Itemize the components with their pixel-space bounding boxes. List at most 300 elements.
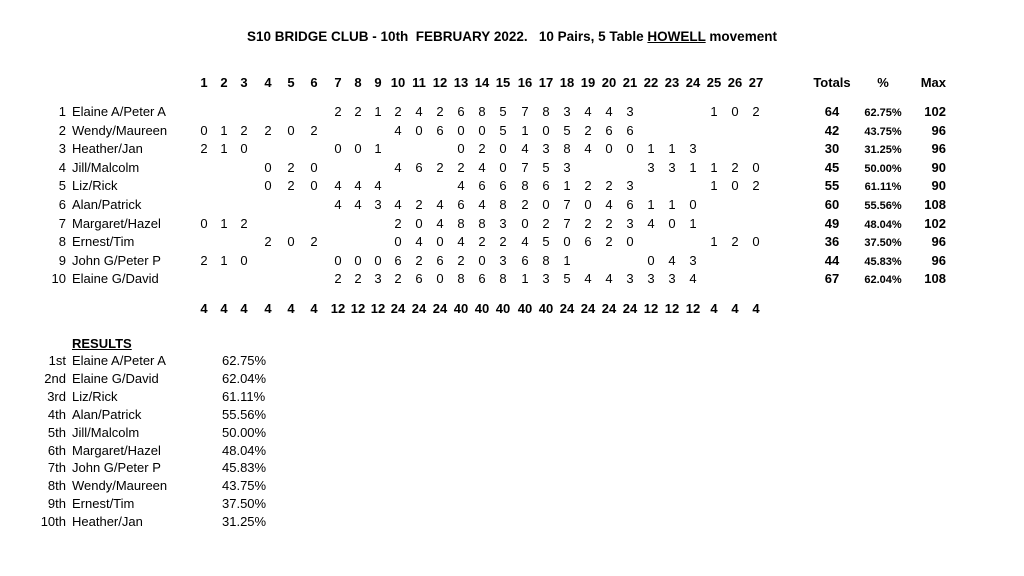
board-score: 7 <box>563 197 571 212</box>
board-score: 8 <box>499 271 507 287</box>
board-top: 4 <box>287 301 295 316</box>
pair-total: 42 <box>824 122 840 138</box>
board-top: 4 <box>200 301 208 316</box>
board-score: 6 <box>394 252 402 268</box>
board-header: 18 <box>559 75 575 90</box>
pair-total: 49 <box>824 215 840 231</box>
board-score: 0 <box>264 178 272 194</box>
board-score: 4 <box>394 197 402 212</box>
board-score: 6 <box>478 178 486 194</box>
board-score: 5 <box>563 271 571 287</box>
board-score: 2 <box>287 178 295 194</box>
board-score: 4 <box>457 178 465 194</box>
result-name: Ernest/Tim <box>72 496 135 512</box>
board-score: 0 <box>415 122 423 138</box>
board-score: 6 <box>457 104 465 119</box>
result-place: 4th <box>47 406 66 422</box>
board-score: 2 <box>334 271 342 287</box>
board-score: 2 <box>264 122 272 138</box>
result-name: Jill/Malcolm <box>72 424 140 440</box>
board-score: 0 <box>287 234 295 250</box>
board-score: 6 <box>457 197 465 212</box>
board-header: 9 <box>374 75 382 90</box>
pair-max: 96 <box>931 252 946 268</box>
board-score: 2 <box>240 122 248 138</box>
pair-max: 96 <box>931 234 946 250</box>
pair-number: 2 <box>58 122 66 138</box>
board-top: 24 <box>559 301 575 316</box>
board-top: 24 <box>580 301 596 316</box>
board-score: 2 <box>605 215 613 231</box>
board-top: 24 <box>432 301 448 316</box>
pair-max: 90 <box>931 159 946 175</box>
board-score: 4 <box>478 159 486 175</box>
board-score: 3 <box>668 271 676 287</box>
board-score: 3 <box>647 271 655 287</box>
board-header: 19 <box>580 75 596 90</box>
board-top: 12 <box>330 301 346 316</box>
board-score: 3 <box>626 271 634 287</box>
board-header: 5 <box>287 75 295 90</box>
percent-header: % <box>877 75 889 90</box>
board-top: 24 <box>622 301 638 316</box>
board-score: 6 <box>436 122 444 138</box>
board-score: 1 <box>710 104 718 119</box>
title-suffix: movement <box>705 29 777 44</box>
board-top: 12 <box>664 301 680 316</box>
board-header: 23 <box>664 75 680 90</box>
board-score: 6 <box>415 159 423 175</box>
board-score: 8 <box>542 104 550 119</box>
board-score: 2 <box>478 234 486 250</box>
board-score: 4 <box>394 122 402 138</box>
board-score: 8 <box>457 215 465 231</box>
board-score: 2 <box>354 104 362 119</box>
board-score: 4 <box>689 271 697 287</box>
pair-percent: 45.83% <box>864 255 902 268</box>
pair-name: Jill/Malcolm <box>72 159 140 175</box>
board-header: 12 <box>432 75 448 90</box>
pair-max: 96 <box>931 122 946 138</box>
pair-number: 4 <box>58 159 66 175</box>
board-score: 2 <box>731 234 739 250</box>
result-name: Alan/Patrick <box>72 406 142 422</box>
board-score: 4 <box>478 197 486 212</box>
board-score: 0 <box>563 234 571 250</box>
board-score: 3 <box>563 104 571 119</box>
board-header: 13 <box>453 75 469 90</box>
pair-total: 36 <box>824 234 840 250</box>
totals-header: Totals <box>813 75 851 90</box>
board-score: 0 <box>310 159 318 175</box>
pair-percent: 31.25% <box>864 144 902 157</box>
board-header: 24 <box>685 75 701 90</box>
board-score: 2 <box>354 271 362 287</box>
board-score: 4 <box>521 234 529 250</box>
board-score: 0 <box>478 252 486 268</box>
board-score: 4 <box>647 215 655 231</box>
page-title <box>0 29 1024 44</box>
board-score: 4 <box>394 159 402 175</box>
board-score: 2 <box>287 159 295 175</box>
pair-number: 10 <box>51 271 66 287</box>
board-top: 4 <box>240 301 248 316</box>
pair-total: 60 <box>824 197 840 212</box>
board-score: 2 <box>478 141 486 157</box>
board-score: 8 <box>542 252 550 268</box>
board-score: 3 <box>374 271 382 287</box>
board-score: 0 <box>605 141 613 157</box>
board-score: 6 <box>521 252 529 268</box>
pair-name: Liz/Rick <box>72 178 118 194</box>
board-score: 1 <box>689 215 697 231</box>
board-score: 2 <box>521 197 529 212</box>
board-header: 1 <box>200 75 208 90</box>
board-score: 8 <box>457 271 465 287</box>
pair-name: Elaine A/Peter A <box>72 104 166 119</box>
board-score: 2 <box>752 104 760 119</box>
board-score: 5 <box>499 104 507 119</box>
board-score: 1 <box>710 178 718 194</box>
board-score: 1 <box>647 197 655 212</box>
board-score: 8 <box>521 178 529 194</box>
board-header: 14 <box>474 75 490 90</box>
board-score: 4 <box>436 197 444 212</box>
board-score: 6 <box>584 234 592 250</box>
board-score: 1 <box>689 159 697 175</box>
board-header: 26 <box>727 75 743 90</box>
pair-total: 30 <box>824 141 840 157</box>
board-score: 0 <box>334 141 342 157</box>
board-score: 0 <box>264 159 272 175</box>
board-score: 4 <box>457 234 465 250</box>
board-score: 0 <box>689 197 697 212</box>
pair-number: 9 <box>58 252 66 268</box>
board-score: 2 <box>436 104 444 119</box>
board-score: 4 <box>354 197 362 212</box>
board-score: 1 <box>374 141 382 157</box>
pair-name: Wendy/Maureen <box>72 122 168 138</box>
board-score: 0 <box>436 234 444 250</box>
board-score: 4 <box>354 178 362 194</box>
max-header: Max <box>920 75 946 90</box>
pair-percent: 62.04% <box>864 274 902 287</box>
pair-total: 67 <box>824 271 840 287</box>
pair-name: Heather/Jan <box>72 141 143 157</box>
board-score: 0 <box>354 252 362 268</box>
board-header: 6 <box>310 75 318 90</box>
board-score: 1 <box>563 178 571 194</box>
pair-number: 6 <box>58 197 66 212</box>
result-percent: 45.83% <box>222 460 267 476</box>
board-top: 12 <box>685 301 701 316</box>
board-score: 7 <box>521 159 529 175</box>
board-score: 2 <box>436 159 444 175</box>
pair-number: 7 <box>58 215 66 231</box>
board-score: 3 <box>499 252 507 268</box>
board-score: 0 <box>374 252 382 268</box>
board-score: 2 <box>200 252 208 268</box>
board-score: 1 <box>374 104 382 119</box>
result-percent: 43.75% <box>222 478 267 494</box>
pair-number: 3 <box>58 141 66 157</box>
pair-total: 64 <box>824 104 840 119</box>
board-score: 2 <box>334 104 342 119</box>
result-place: 3rd <box>47 388 66 404</box>
board-score: 6 <box>415 271 423 287</box>
pair-total: 44 <box>824 252 840 268</box>
board-score: 0 <box>584 197 592 212</box>
board-score: 4 <box>415 104 423 119</box>
board-score: 2 <box>310 234 318 250</box>
board-score: 1 <box>220 215 228 231</box>
result-name: Margaret/Hazel <box>72 442 161 458</box>
board-header: 22 <box>643 75 659 90</box>
board-top: 40 <box>517 301 533 316</box>
board-score: 2 <box>752 178 760 194</box>
board-score: 0 <box>200 122 208 138</box>
pair-number: 5 <box>58 178 66 194</box>
board-header: 15 <box>495 75 511 90</box>
board-score: 2 <box>584 122 592 138</box>
result-name: Elaine A/Peter A <box>72 353 166 368</box>
board-score: 0 <box>334 252 342 268</box>
pair-percent: 43.75% <box>864 125 902 138</box>
result-name: Liz/Rick <box>72 388 118 404</box>
board-score: 4 <box>415 234 423 250</box>
board-score: 1 <box>668 141 676 157</box>
result-percent: 55.56% <box>222 406 267 422</box>
board-score: 0 <box>499 141 507 157</box>
pair-percent: 61.11% <box>864 181 902 194</box>
board-score: 2 <box>542 215 550 231</box>
board-header: 8 <box>354 75 362 90</box>
result-place: 6th <box>47 442 66 458</box>
result-percent: 48.04% <box>222 442 267 458</box>
pair-total: 55 <box>824 178 840 194</box>
board-score: 0 <box>457 122 465 138</box>
pair-max: 102 <box>924 104 946 119</box>
pair-percent: 62.75% <box>864 107 902 119</box>
board-header: 10 <box>390 75 406 90</box>
result-name: Heather/Jan <box>72 514 143 530</box>
pair-percent: 50.00% <box>864 162 902 175</box>
board-score: 2 <box>605 234 613 250</box>
board-header: 7 <box>334 75 342 90</box>
board-score: 2 <box>200 141 208 157</box>
board-score: 1 <box>668 197 676 212</box>
board-top: 4 <box>310 301 318 316</box>
board-top: 24 <box>411 301 427 316</box>
board-score: 0 <box>436 271 444 287</box>
board-score: 1 <box>521 271 529 287</box>
board-top: 4 <box>731 301 739 316</box>
board-score: 0 <box>240 252 248 268</box>
board-score: 8 <box>478 215 486 231</box>
board-header: 17 <box>538 75 554 90</box>
board-score: 2 <box>415 252 423 268</box>
board-score: 0 <box>542 197 550 212</box>
board-score: 8 <box>499 197 507 212</box>
board-header: 11 <box>412 75 426 90</box>
pair-number: 8 <box>58 234 66 250</box>
result-place: 1st <box>48 353 66 368</box>
board-score: 2 <box>731 159 739 175</box>
board-top: 12 <box>370 301 386 316</box>
board-score: 4 <box>374 178 382 194</box>
pair-max: 108 <box>924 271 946 287</box>
board-top: 40 <box>453 301 469 316</box>
board-score: 4 <box>605 197 613 212</box>
result-place: 5th <box>47 424 66 440</box>
board-header: 16 <box>517 75 533 90</box>
board-top: 12 <box>643 301 659 316</box>
result-percent: 62.04% <box>222 370 267 386</box>
result-place: 2nd <box>44 370 66 386</box>
board-score: 0 <box>354 141 362 157</box>
board-score: 6 <box>626 122 634 138</box>
board-score: 1 <box>710 234 718 250</box>
board-top: 4 <box>710 301 718 316</box>
pair-percent: 55.56% <box>864 200 902 212</box>
board-score: 6 <box>499 178 507 194</box>
board-top: 40 <box>474 301 490 316</box>
board-score: 5 <box>499 122 507 138</box>
board-score: 1 <box>220 141 228 157</box>
board-score: 2 <box>415 197 423 212</box>
board-header: 4 <box>264 75 272 90</box>
board-score: 3 <box>626 104 634 119</box>
movement-name: HOWELL <box>647 29 706 44</box>
pair-max: 96 <box>931 141 946 157</box>
result-place: 8th <box>47 478 66 494</box>
result-percent: 31.25% <box>222 514 267 530</box>
board-score: 5 <box>563 122 571 138</box>
board-score: 3 <box>499 215 507 231</box>
board-score: 1 <box>647 141 655 157</box>
board-score: 0 <box>200 215 208 231</box>
board-score: 2 <box>584 215 592 231</box>
pair-total: 45 <box>824 159 840 175</box>
board-score: 4 <box>521 141 529 157</box>
board-score: 0 <box>626 141 634 157</box>
board-score: 0 <box>499 159 507 175</box>
board-top: 24 <box>390 301 406 316</box>
board-header: 21 <box>622 75 638 90</box>
board-score: 0 <box>752 234 760 250</box>
board-score: 0 <box>647 252 655 268</box>
board-score: 3 <box>542 271 550 287</box>
board-score: 1 <box>220 122 228 138</box>
board-score: 4 <box>668 252 676 268</box>
board-score: 0 <box>731 104 739 119</box>
board-score: 4 <box>334 197 342 212</box>
pair-name: Ernest/Tim <box>72 234 135 250</box>
board-score: 6 <box>542 178 550 194</box>
board-score: 0 <box>731 178 739 194</box>
result-name: John G/Peter P <box>72 460 161 476</box>
board-top: 40 <box>538 301 554 316</box>
pair-percent: 37.50% <box>864 237 902 250</box>
board-score: 2 <box>264 234 272 250</box>
board-header: 27 <box>748 75 764 90</box>
pair-percent: 48.04% <box>864 218 902 231</box>
board-score: 5 <box>542 159 550 175</box>
result-name: Wendy/Maureen <box>72 478 168 494</box>
pair-max: 108 <box>924 197 946 212</box>
board-score: 3 <box>626 178 634 194</box>
board-score: 2 <box>394 104 402 119</box>
board-score: 0 <box>415 215 423 231</box>
board-score: 7 <box>563 215 571 231</box>
board-score: 3 <box>626 215 634 231</box>
board-score: 8 <box>563 141 571 157</box>
board-header: 2 <box>220 75 228 90</box>
result-percent: 37.50% <box>222 496 267 512</box>
board-score: 1 <box>521 122 529 138</box>
pair-max: 102 <box>924 215 946 231</box>
board-score: 6 <box>605 122 613 138</box>
board-score: 0 <box>668 215 676 231</box>
pair-number: 1 <box>58 104 66 119</box>
board-top: 12 <box>350 301 366 316</box>
board-header: 25 <box>706 75 722 90</box>
result-percent: 50.00% <box>222 424 267 440</box>
board-top: 4 <box>264 301 272 316</box>
board-score: 4 <box>584 271 592 287</box>
board-top: 24 <box>601 301 617 316</box>
board-score: 0 <box>240 141 248 157</box>
result-percent: 61.11% <box>222 388 266 404</box>
pair-name: Alan/Patrick <box>72 197 142 212</box>
pair-max: 90 <box>931 178 946 194</box>
board-top: 4 <box>220 301 228 316</box>
title-text: S10 BRIDGE CLUB - 10th FEBRUARY 2022. 10 Pairs, 5 Table <box>247 29 648 44</box>
board-score: 6 <box>436 252 444 268</box>
board-score: 2 <box>605 178 613 194</box>
board-score: 4 <box>605 271 613 287</box>
board-score: 1 <box>710 159 718 175</box>
board-score: 4 <box>584 104 592 119</box>
result-place: 9th <box>47 496 66 512</box>
board-top: 40 <box>495 301 511 316</box>
result-place: 10th <box>40 514 66 530</box>
board-score: 0 <box>752 159 760 175</box>
board-score: 2 <box>394 271 402 287</box>
board-score: 0 <box>542 122 550 138</box>
board-score: 0 <box>626 234 634 250</box>
board-score: 3 <box>689 141 697 157</box>
pair-name: John G/Peter P <box>72 252 161 268</box>
board-score: 3 <box>689 252 697 268</box>
board-score: 2 <box>310 122 318 138</box>
board-score: 0 <box>457 141 465 157</box>
board-score: 0 <box>521 215 529 231</box>
board-score: 6 <box>478 271 486 287</box>
board-score: 1 <box>220 252 228 268</box>
board-score: 2 <box>499 234 507 250</box>
board-score: 2 <box>394 215 402 231</box>
board-score: 2 <box>457 252 465 268</box>
board-score: 8 <box>478 104 486 119</box>
board-score: 4 <box>436 215 444 231</box>
board-score: 2 <box>240 215 248 231</box>
board-score: 2 <box>457 159 465 175</box>
board-score: 2 <box>584 178 592 194</box>
board-top: 4 <box>752 301 760 316</box>
pair-name: Margaret/Hazel <box>72 215 161 231</box>
board-score: 4 <box>584 141 592 157</box>
